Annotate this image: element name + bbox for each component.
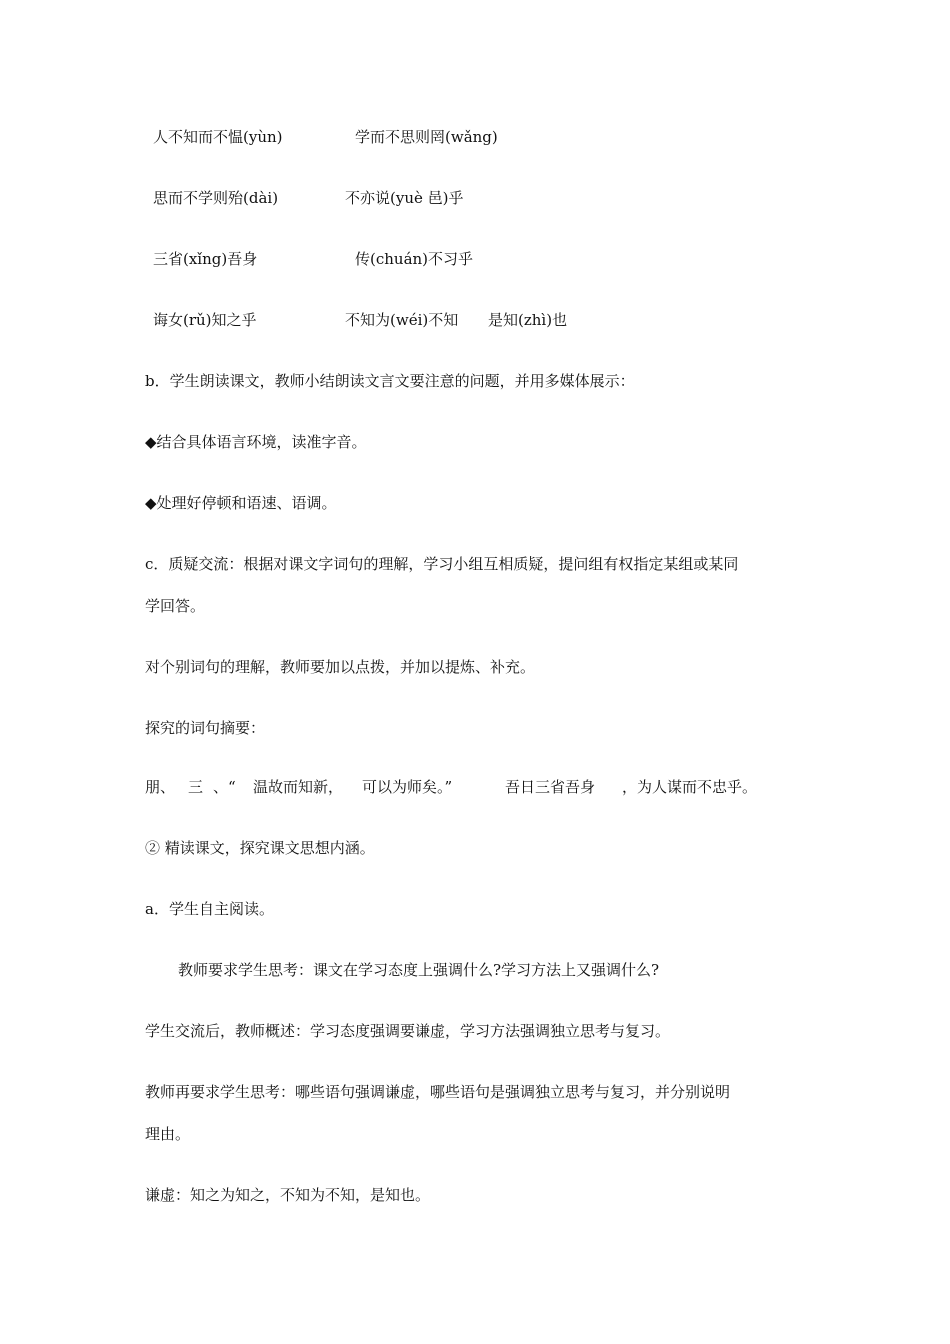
pinyin-item: 传(chuán)不习乎 (355, 250, 474, 268)
section-heading: ② 精读课文，探究课文思想内涵。 (145, 839, 375, 857)
summary-fragment: ，为人谋而不忠乎。 (622, 778, 758, 796)
pinyin-item: 诲女(rǔ)知之乎 (153, 311, 257, 329)
paragraph-a: a．学生自主阅读。 (145, 900, 274, 918)
bullet-item: ◆结合具体语言环境，读准字音。 (145, 433, 367, 451)
teacher-question: 教师要求学生思考：课文在学习态度上强调什么?学习方法上又强调什么? (178, 961, 660, 979)
teacher-again: 教师再要求学生思考：哪些语句强调谦虚，哪些语句是强调独立思考与复习，并分别说明 (145, 1083, 731, 1101)
summary-fragment: 温故而知新， (253, 778, 344, 796)
student-exchange: 学生交流后，教师概述：学习态度强调要谦虚，学习方法强调独立思考与复习。 (145, 1022, 671, 1040)
summary-fragment: 三 (188, 778, 204, 796)
paragraph-b: b．学生朗读课文，教师小结朗读文言文要注意的问题，并用多媒体展示： (145, 372, 635, 390)
paragraph-c: c．质疑交流：根据对课文字词句的理解，学习小组互相质疑，提问组有权指定某组或某同 (145, 555, 739, 573)
paragraph-c-cont: 学回答。 (145, 597, 206, 615)
summary-fragment: 朋、 (145, 778, 176, 796)
summary-fragment: 吾日三省吾身 (505, 778, 596, 796)
pinyin-item: 思而不学则殆(dài) (153, 189, 279, 207)
pinyin-item: 不亦说(yuè 邑)乎 (345, 189, 464, 207)
summary-fragment: 可以为师矣。” (362, 778, 453, 796)
pinyin-item: 人不知而不愠(yùn) (153, 128, 283, 146)
pinyin-item: 不知为(wéi)不知 (345, 311, 459, 329)
pinyin-item: 三省(xǐng)吾身 (153, 250, 258, 268)
teacher-again-cont: 理由。 (145, 1125, 191, 1143)
pinyin-item: 是知(zhì)也 (488, 311, 568, 329)
summary-fragment: 、“ (213, 778, 236, 796)
paragraph-teacher: 对个别词句的理解，教师要加以点拨，并加以提炼、补充。 (145, 658, 536, 676)
explore-title: 探究的词句摘要： (145, 719, 266, 737)
modesty-line: 谦虚：知之为知之，不知为不知，是知也。 (145, 1186, 431, 1204)
pinyin-item: 学而不思则罔(wǎng) (355, 128, 498, 146)
bullet-item: ◆处理好停顿和语速、语调。 (145, 494, 337, 512)
